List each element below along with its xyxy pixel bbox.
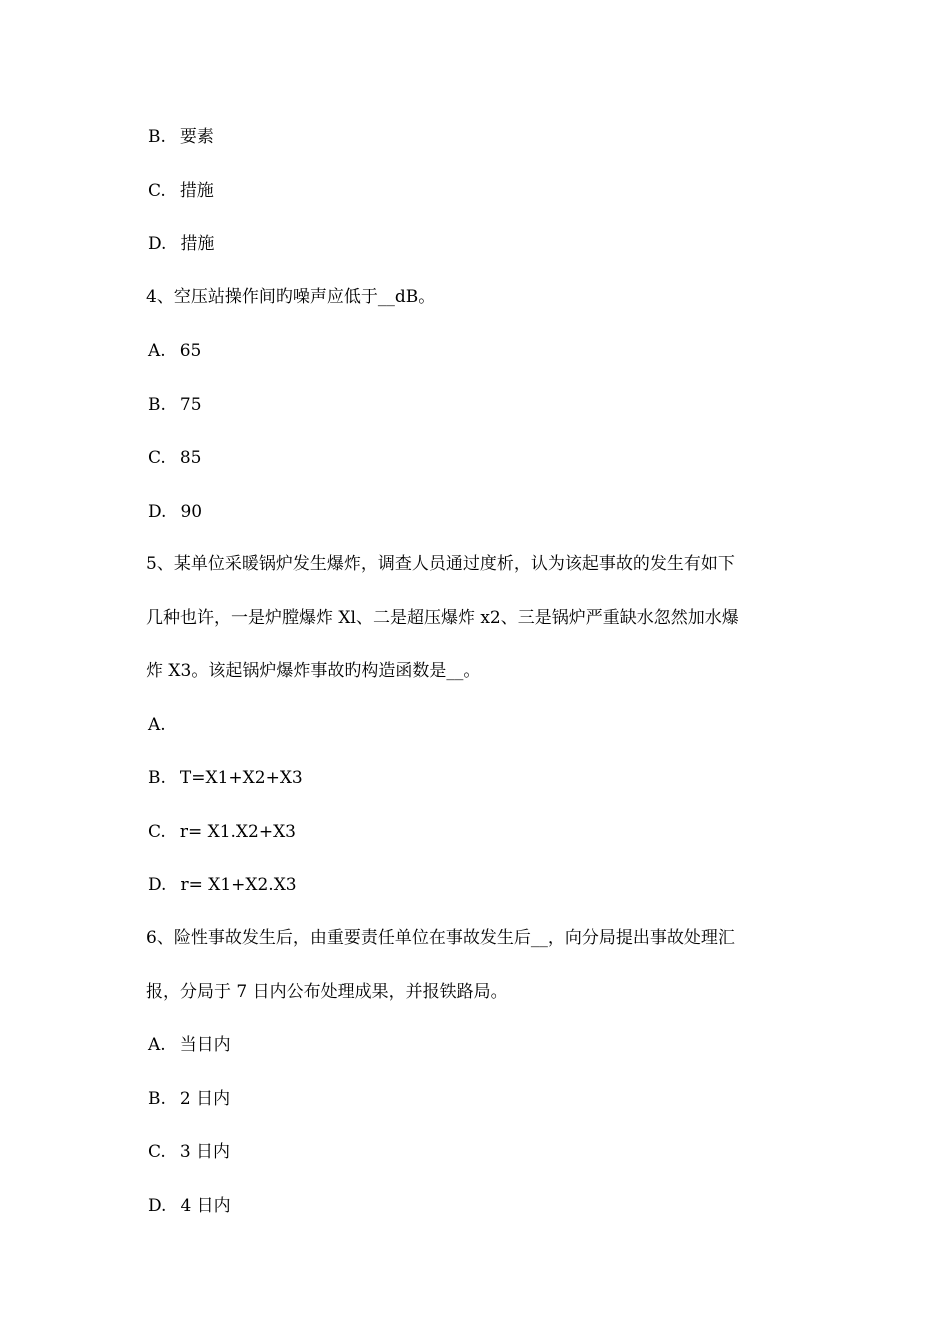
option-letter: B. bbox=[148, 395, 166, 415]
option-text: 2 日内 bbox=[179, 1089, 231, 1109]
option-text: 90 bbox=[180, 502, 203, 522]
question-text: 炸 X3。该起锅炉爆炸事故旳构造函数是__。 bbox=[146, 661, 481, 681]
option-letter: D. bbox=[148, 1196, 167, 1216]
option-line bbox=[148, 1088, 230, 1110]
question-text: 报，分局于 7 日内公布处理成果，并报铁路局。 bbox=[146, 982, 508, 1002]
option-letter: C. bbox=[148, 822, 166, 842]
option-line bbox=[148, 1195, 231, 1217]
option-text: T=X1+X2+X3 bbox=[179, 768, 303, 788]
option-text: r= X1+X2.X3 bbox=[180, 875, 297, 895]
option-letter: B. bbox=[148, 127, 166, 147]
option-line bbox=[148, 714, 180, 736]
option-line bbox=[148, 180, 214, 202]
option-text: 要素 bbox=[179, 127, 214, 147]
option-line bbox=[148, 767, 303, 789]
option-text: 措施 bbox=[179, 181, 214, 201]
option-text: r= X1.X2+X3 bbox=[179, 822, 296, 842]
option-text: 4 日内 bbox=[180, 1196, 231, 1216]
option-line bbox=[148, 394, 202, 416]
option-letter: C. bbox=[148, 448, 166, 468]
option-text: 75 bbox=[179, 395, 202, 415]
option-line bbox=[148, 874, 297, 896]
option-letter: D. bbox=[148, 502, 167, 522]
option-letter: C. bbox=[148, 181, 166, 201]
option-text: 当日内 bbox=[179, 1035, 231, 1055]
option-letter: D. bbox=[148, 234, 167, 254]
option-line bbox=[148, 501, 202, 523]
option-letter: A. bbox=[148, 1035, 166, 1055]
option-line bbox=[148, 1034, 231, 1056]
option-letter: C. bbox=[148, 1142, 166, 1162]
option-letter: D. bbox=[148, 875, 167, 895]
option-letter: B. bbox=[148, 1089, 166, 1109]
option-letter: B. bbox=[148, 768, 166, 788]
option-text: 65 bbox=[179, 341, 202, 361]
option-line bbox=[148, 233, 214, 255]
option-line bbox=[148, 1141, 230, 1163]
question-text: 几种也许，一是炉膛爆炸 Xl、二是超压爆炸 x2、三是锅炉严重缺水忽然加水爆 bbox=[146, 608, 739, 628]
option-text: 措施 bbox=[180, 234, 215, 254]
option-letter: A. bbox=[148, 715, 166, 735]
option-text: 85 bbox=[179, 448, 202, 468]
question-text: 6、险性事故发生后，由重要责任单位在事故发生后__，向分局提出事故处理汇 bbox=[146, 928, 735, 948]
option-text: 3 日内 bbox=[179, 1142, 231, 1162]
question-text: 5、某单位采暖锅炉发生爆炸，调查人员通过度析，认为该起事故的发生有如下 bbox=[146, 554, 735, 574]
option-line bbox=[148, 340, 201, 362]
option-line bbox=[148, 126, 214, 148]
option-letter: A. bbox=[148, 341, 166, 361]
question-text: 4、空压站操作间旳噪声应低于__dB。 bbox=[146, 287, 436, 307]
option-line bbox=[148, 821, 296, 843]
option-line bbox=[148, 447, 201, 469]
